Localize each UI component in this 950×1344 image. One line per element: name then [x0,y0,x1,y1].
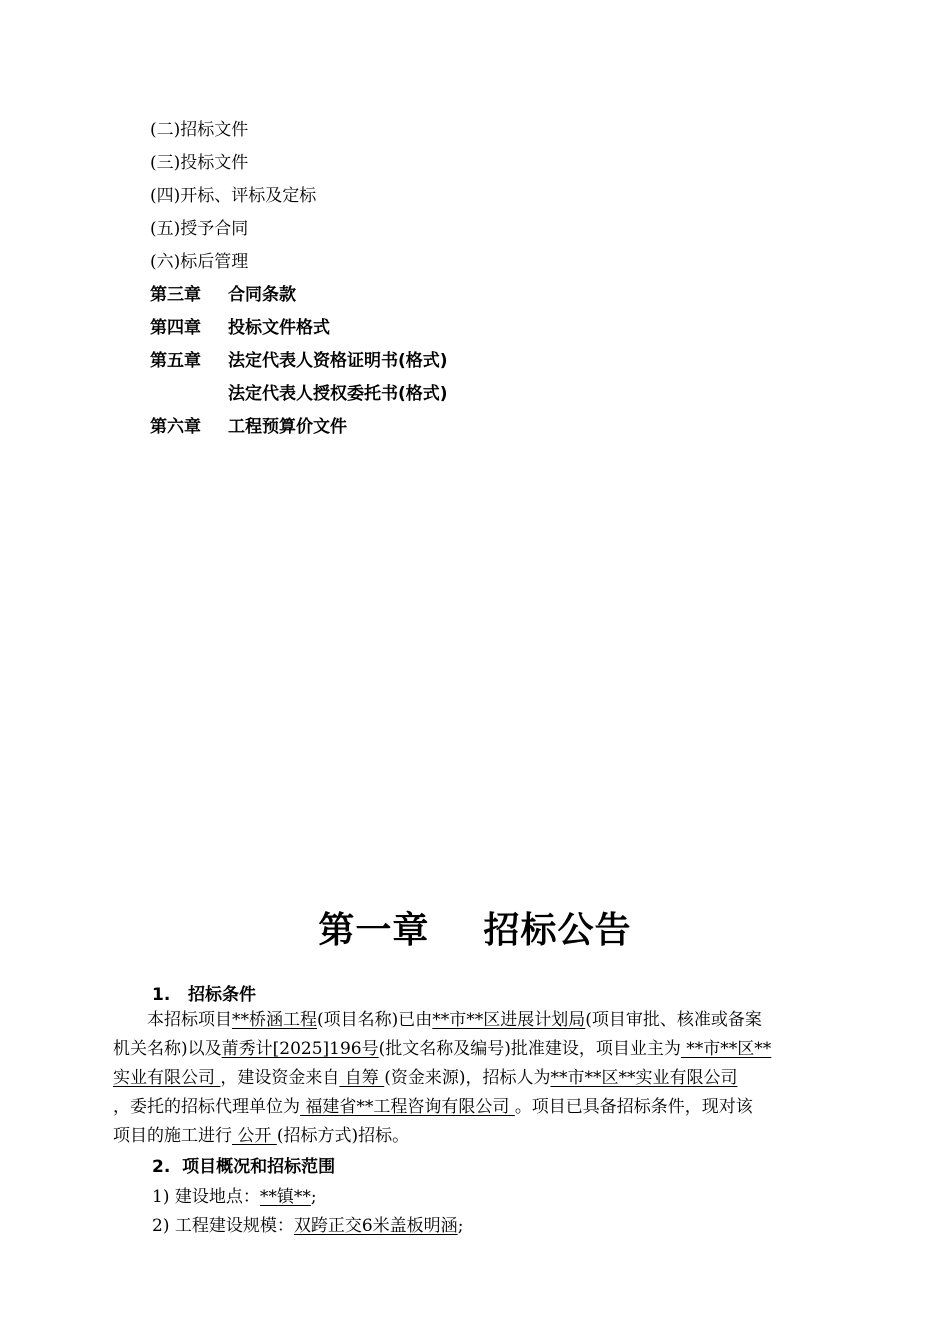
paragraph-line [113,1035,858,1064]
text: 机关名称)以及 [113,1039,222,1059]
toc-chapter-number: 第四章 [150,318,201,338]
toc-sub-item: (三)投标文件 [150,153,249,173]
tenderer: **市**区**实业有限公司 [550,1068,738,1088]
toc-sub-item: (六)标后管理 [150,252,249,272]
toc-chapter-title: 法定代表人资格证明书(格式) [228,351,448,371]
text: (项目名称)已由 [317,1010,433,1030]
toc-chapter-number: 第三章 [150,285,201,305]
toc-chapter [150,345,448,378]
project-owner: 实业有限公司 [113,1068,221,1088]
paragraph-line [113,1093,858,1122]
toc-chapter-number: 第六章 [150,417,201,437]
text: (资金来源)，招标人为 [384,1068,551,1088]
list-item [152,1182,317,1207]
toc-chapter [150,312,448,345]
section-heading: 1. 招标条件 [152,985,257,1005]
construction-scale: 双跨正交6米盖板明涵 [293,1216,458,1236]
text: 本招标项目 [147,1010,232,1030]
toc-chapter [150,279,448,312]
project-name: **桥涵工程 [232,1010,317,1030]
toc-chapter-title: 法定代表人授权委托书(格式) [228,384,448,404]
fund-source: 自筹 [339,1068,385,1088]
tender-conditions-paragraph [113,1006,858,1151]
list-item [152,1211,463,1236]
item-label: 2) 工程建设规模： [152,1216,294,1236]
text: ，委托的招标代理单位为 [113,1097,300,1117]
toc-sub-item: (五)授予合同 [150,219,249,239]
chapter-title: 第一章 招标公告 [318,910,632,951]
toc-chapter [150,411,448,444]
paragraph-line [113,1006,858,1035]
project-owner: **市**区** [680,1039,772,1059]
toc-sub-item: (二)招标文件 [150,120,249,140]
section-heading: 2. 项目概况和招标范围 [152,1157,336,1177]
paragraph-line [113,1122,858,1151]
text: 。项目已具备招标条件，现对该 [514,1097,753,1117]
text: 项目的施工进行 [113,1126,232,1146]
tender-method: 公开 [232,1126,277,1146]
text: ; [457,1216,464,1236]
toc-chapter-title: 工程预算价文件 [228,417,347,437]
text: (批文名称及编号)批准建设，项目业主为 [378,1039,681,1059]
text: (招标方式)招标。 [276,1126,410,1146]
toc-chapter [150,378,448,411]
table-of-contents [150,114,448,444]
approval-body: **市**区进展计划局 [432,1010,586,1030]
tender-agent: 福建省**工程咨询有限公司 [300,1097,515,1117]
toc-chapter-number: 第五章 [150,351,201,371]
paragraph-line [113,1064,858,1093]
toc-chapter-title: 合同条款 [228,285,296,305]
text: (项目审批、核准或备案 [585,1010,762,1030]
toc-sub-item: (四)开标、评标及定标 [150,186,317,206]
item-label: 1) 建设地点： [152,1187,260,1207]
text: ，建设资金来自 [220,1068,340,1088]
toc-chapter-title: 投标文件格式 [228,318,330,338]
approval-document: 莆秀计[2025]196号 [221,1039,379,1059]
text: ; [310,1187,317,1207]
construction-location: **镇** [259,1187,311,1207]
